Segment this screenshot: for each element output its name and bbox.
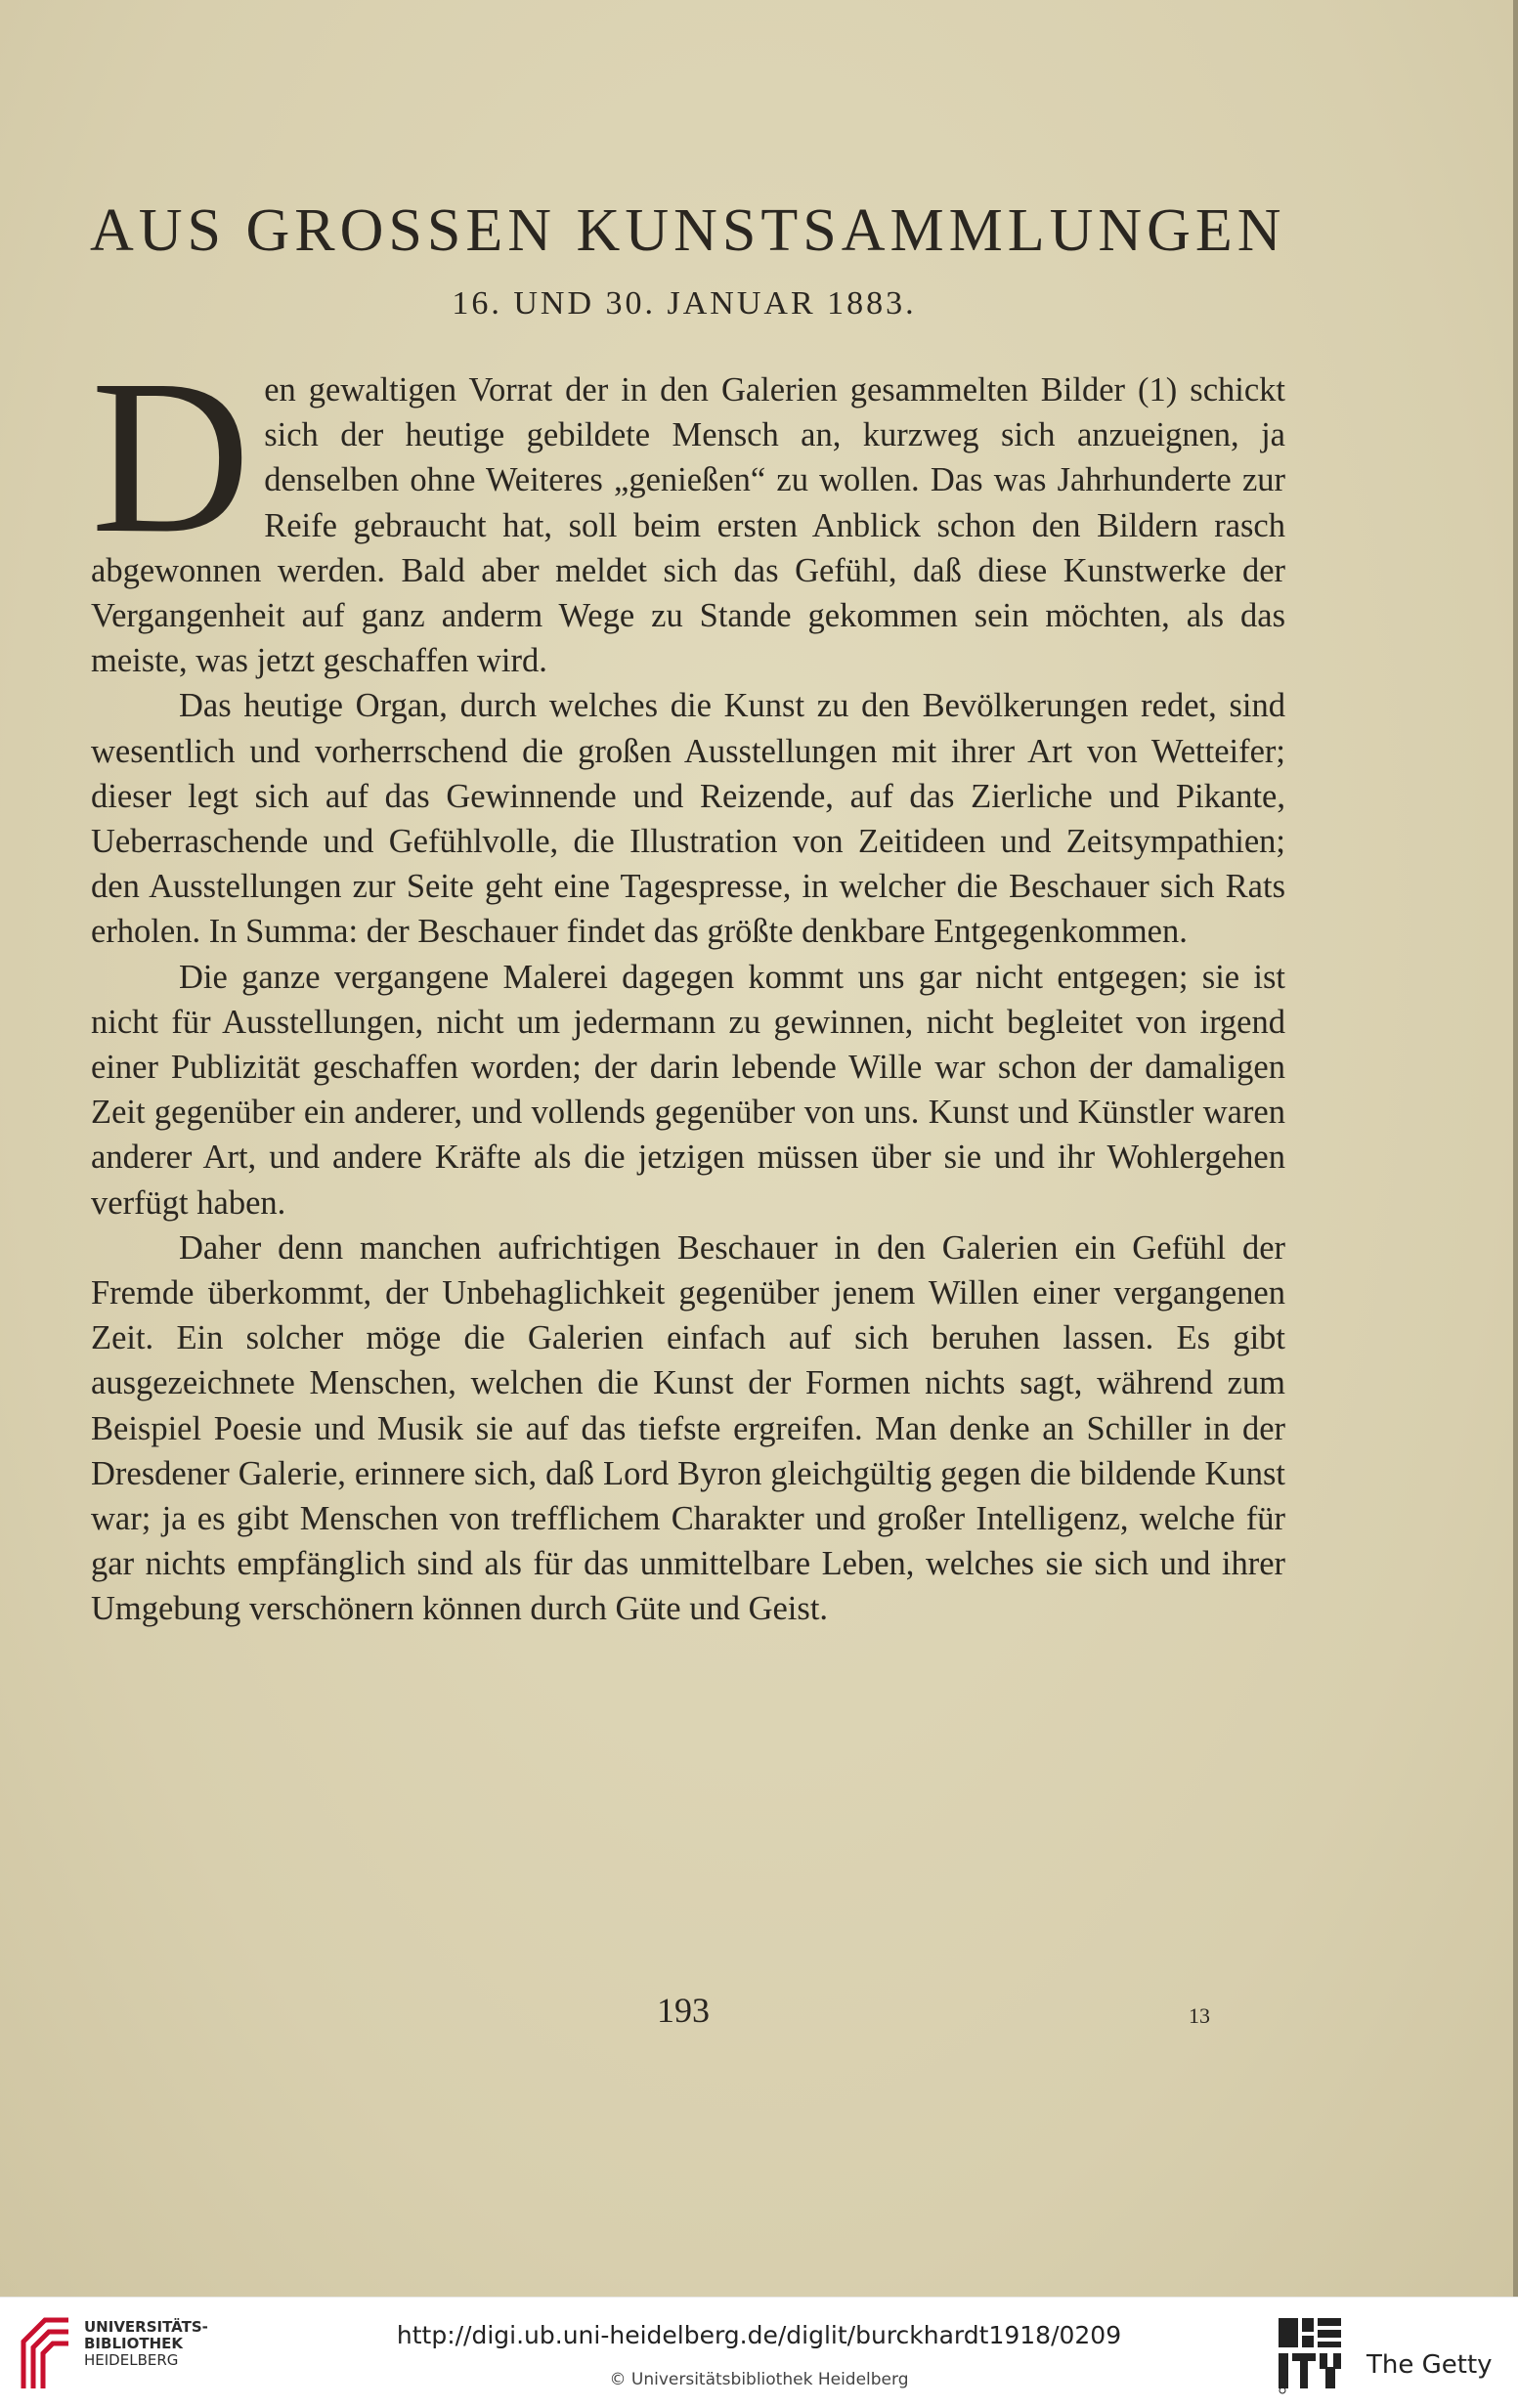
paragraph-1 [91, 334, 1285, 683]
partner-name: The Getty [1366, 2350, 1493, 2380]
paragraph-4: Daher denn manchen aufrichtigen Beschauer in den Galerien ein Gefühl der Fremde überkommt, der Unbehaglichkeit gegenüber jenem Willen einer vergangenen Zeit. Ein solcher möge die Galerien einfach auf sich beruhen lassen. Es gibt ausgezeichnete Menschen, welchen die Kunst der Formen nichts sagt, während zum Beispiel Poesie und Musik sie auf das tiefste ergreifen. Man denke an Schiller in der Dresdener Galerie, erinnere sich, daß Lord Byron gleichgültig gegen die bildende Kunst war; ja es gibt Menschen von trefflichem Charakter und großer Intelligenz, welche für gar nichts empfänglich sind als für das unmittelbare Leben, welches sie sich und ihrer Umgebung verschönern können durch Güte und Geist. [91, 1228, 1285, 1628]
page-edge [1513, 0, 1518, 2297]
permalink-url[interactable]: http://digi.ub.uni-heidelberg.de/diglit/burckhardt1918/0209 [396, 2321, 1122, 2349]
paragraph-3: Die ganze vergangene Malerei dagegen kommt uns gar nicht entgegen; sie ist nicht für Ausstellungen, nicht um jedermann zu gewinnen, nicht begleitet von irgend einer Publizität geschaffen worden; der darin lebende Wille war schon der damaligen Zeit gegenüber ein anderer, und vollends gegenüber von uns. Kunst und Künstler waren anderer Art, und andere Kräfte als die jetzigen müssen über sie und ihr Wohlergehen verfügt haben. [91, 958, 1285, 1222]
body-text [91, 334, 1285, 1632]
copyright-notice: © Universitätsbibliothek Heidelberg [609, 2370, 909, 2389]
drop-cap: D [91, 334, 251, 579]
page-title: AUS GROSSEN KUNSTSAMMLUNGEN [90, 197, 1286, 264]
paragraph-2: Das heutige Organ, durch welches die Kunst zu den Bevölkerungen redet, sind wesentlich und vorherrschend die großen Ausstellungen mit ihrer Art von Wetteifer; dieser legt sich auf das Gewinnende und Reizende, auf das Zierliche und Pikante, Ueberraschende und Gefühlvolle, die Illustration von Zeitideen und Zeitsympathien; den Ausstellungen zur Seite geht eine Tagespresse, in welcher die Beschauer sich Rats erholen. In Summa: der Beschauer findet das größte denkbare Entgegenkommen. [91, 687, 1285, 951]
signature-mark: 13 [1189, 2003, 1210, 2028]
paragraph-1-text: en gewaltigen Vorrat der in den Galerien gesammelten Bilder (1) schickt sich der heutige gebildete Mensch an, kurzweg sich anzueignen, ja denselben ohne Weiteres „genießen“ zu wollen. Das was Jahrhunderte zur Reife gebraucht hat, soll beim ersten Anblick schon den Bildern rasch abgewonnen werden. Bald aber meldet sich das Gefühl, daß diese Kunstwerke der Vergangenheit auf ganz anderm Wege zu Stande gekommen sein möchten, als das meiste, was jetzt geschaffen wird. [91, 371, 1285, 680]
getty-logo-icon[interactable] [1277, 2314, 1345, 2394]
library-line-1: UNIVERSITÄTS- [84, 2318, 208, 2336]
page-number: 193 [657, 1991, 710, 2030]
library-line-2: BIBLIOTHEK [84, 2335, 183, 2352]
library-line-3: HEIDELBERG [84, 2351, 179, 2369]
page-subtitle: 16. UND 30. JANUAR 1883. [452, 285, 917, 322]
